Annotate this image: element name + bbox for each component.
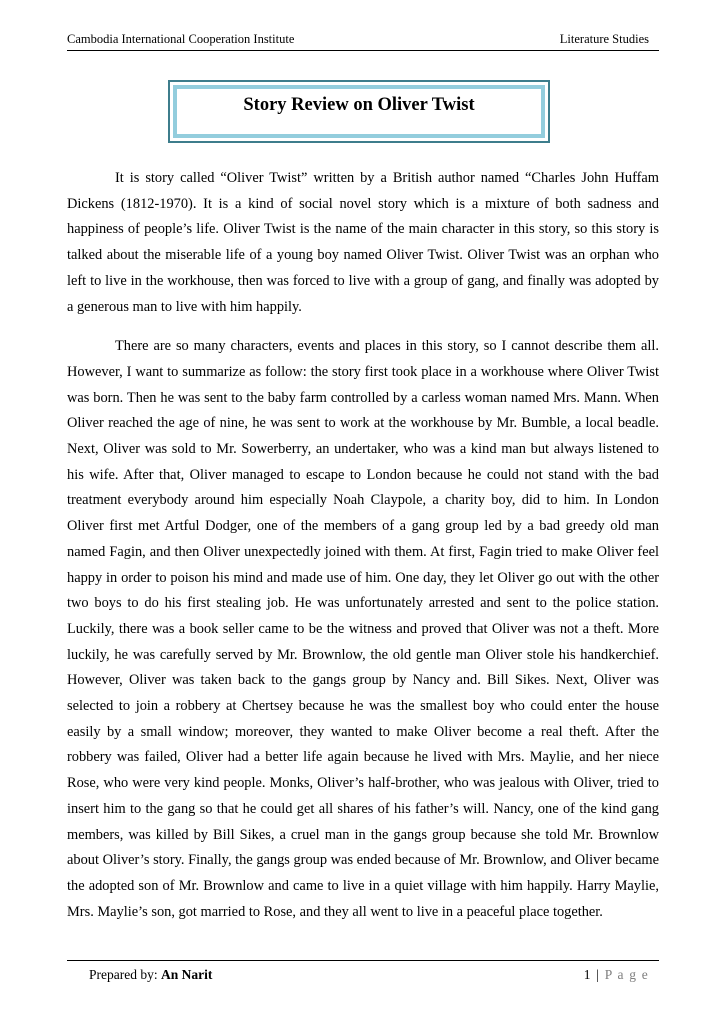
document-body: [67, 166, 659, 925]
page-separator: |: [596, 967, 601, 982]
prepared-label: Prepared by:: [89, 967, 161, 982]
page-word: P a g e: [604, 967, 649, 982]
document-title: Story Review on Oliver Twist: [243, 95, 475, 115]
paragraph-1: It is story called “Oliver Twist” written by a British author named “Charles John Huffam Dickens (1812-1970). It is a kind of social novel story which is a mixture of both sadness and happiness of people’s life. Oliver Twist is the name of the main character in this story, so this story is talked about the miserable life of a young boy named Oliver Twist. Oliver Twist was an orphan who left to live in the workhouse, then was forced to live with a group of gang, and finally was adopted by a generous man to live with him happily.: [67, 170, 659, 315]
page-footer: [67, 960, 659, 986]
title-box: [168, 80, 550, 143]
page-indicator: [584, 967, 649, 983]
header-institute: Cambodia International Cooperation Institute: [67, 32, 295, 46]
paragraph-2: There are so many characters, events and places in this story, so I cannot describe them all. However, I want to summarize as follow: the story first took place in a workhouse where Oliver Twist was born. Then he was sent to the baby farm controlled by a carless woman named Mrs. Mann. When Oliver reached the age of nine, he was sent to work at the workhouse by Mr. Bumble, a local beadle. Next, Oliver was sold to Mr. Sowerberry, an undertaker, who was a kind man but always listened to his wife. After that, Oliver managed to escape to London because he could not stand with the bad treatment everybody around him especially Noah Claypole, a charity boy, did to him. In London Oliver first met Artful Dodger, one of the members of a gang group led by a bad greedy old man named Fagin, and then Oliver unexpectedly joined with them. At first, Fagin tried to make Oliver feel happy in order to poison his mind and made use of him. One day, they let Oliver go out with the other two boys to do his first stealing job. He was unfortunately arrested and sent to the police station. Luckily, there was a book seller came to be the witness and proved that Oliver was not a theft. More luckily, he was carefully served by Mr. Brownlow, the old gentle man Oliver stole his handkerchief. However, Oliver was taken back to the gangs group by Nancy and. Bill Sikes. Next, Oliver was selected to join a robbery at Chertsey because he was the smallest boy who could enter the house easily by a small window; moreover, they wanted to make Oliver become a real theft. After the robbery was failed, Oliver had a better life again because he lived with Mrs. Maylie, and her niece Rose, who were very kind people. Monks, Oliver’s half-brother, who was jealous with Oliver, tried to insert him to the gang so that he could get all shares of his father’s will. Nancy, one of the kind gang members, was killed by Bill Sikes, a cruel man in the gangs group because she told Mr. Brownlow about Oliver’s story. Finally, the gangs group was ended because of Mr. Brownlow, and Oliver became the adopted son of Mr. Brownlow and came to live in a quiet village with him happily. Harry Maylie, Mrs. Maylie’s son, got married to Rose, and they all went to live in a peaceful place together.: [67, 338, 660, 920]
page-header: [67, 30, 659, 51]
page-number: 1: [583, 967, 592, 982]
author-name: An Narit: [160, 967, 213, 982]
header-subject: Literature Studies: [559, 32, 649, 46]
prepared-by: [89, 967, 212, 983]
